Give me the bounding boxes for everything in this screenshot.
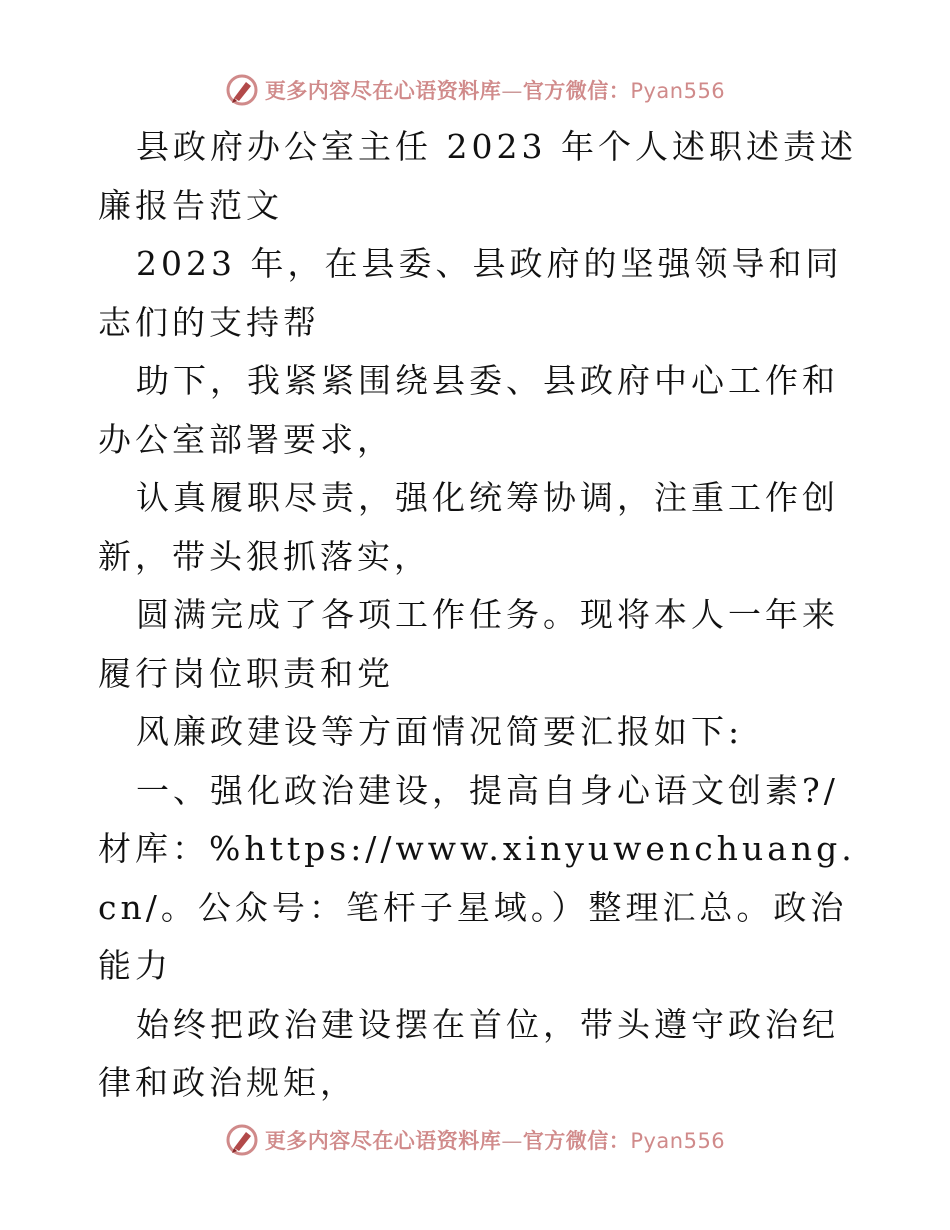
banner-dash: — [501, 1129, 523, 1153]
banner-handle: Pyan556 [630, 79, 726, 103]
pen-nib-circle-icon [225, 1123, 259, 1157]
document-body [98, 118, 858, 1113]
footer-banner [0, 1120, 950, 1160]
banner-main-text: 更多内容尽在心语资料库 [264, 1129, 502, 1153]
banner-text [265, 1125, 725, 1155]
paragraph: 始终把政治建设摆在首位，带头遵守政治纪律和政治规矩， [98, 1004, 839, 1102]
document-title: 县政府办公室主任 2023 年个人述职述责述廉报告范文 [98, 127, 857, 225]
banner-handle: Pyan556 [630, 1129, 726, 1153]
banner-suffix: 官方微信： [522, 1129, 631, 1153]
paragraph: 圆满完成了各项工作任务。现将本人一年来履行岗位职责和党 [98, 595, 839, 693]
paragraph: 认真履职尽责，强化统筹协调，注重工作创新，带头狠抓落实， [98, 478, 839, 576]
pen-nib-circle-icon [225, 73, 259, 107]
banner-main-text: 更多内容尽在心语资料库 [264, 79, 502, 103]
banner-suffix: 官方微信： [522, 79, 631, 103]
paragraph: 2023 年，在县委、县政府的坚强领导和同志们的支持帮 [98, 244, 843, 342]
section-heading: 一、强化政治建设，提高自身心语文创素?/材库：%https://www.xinyuwenchuang.cn/。公众号：笔杆子星域。）整理汇总。政治能力 [98, 770, 856, 985]
paragraph: 助下，我紧紧围绕县委、县政府中心工作和办公室部署要求， [98, 361, 839, 459]
header-banner [0, 70, 950, 110]
banner-dash: — [501, 79, 523, 103]
paragraph: 风廉政建设等方面情况简要汇报如下: [136, 712, 744, 751]
banner-text [265, 75, 725, 105]
